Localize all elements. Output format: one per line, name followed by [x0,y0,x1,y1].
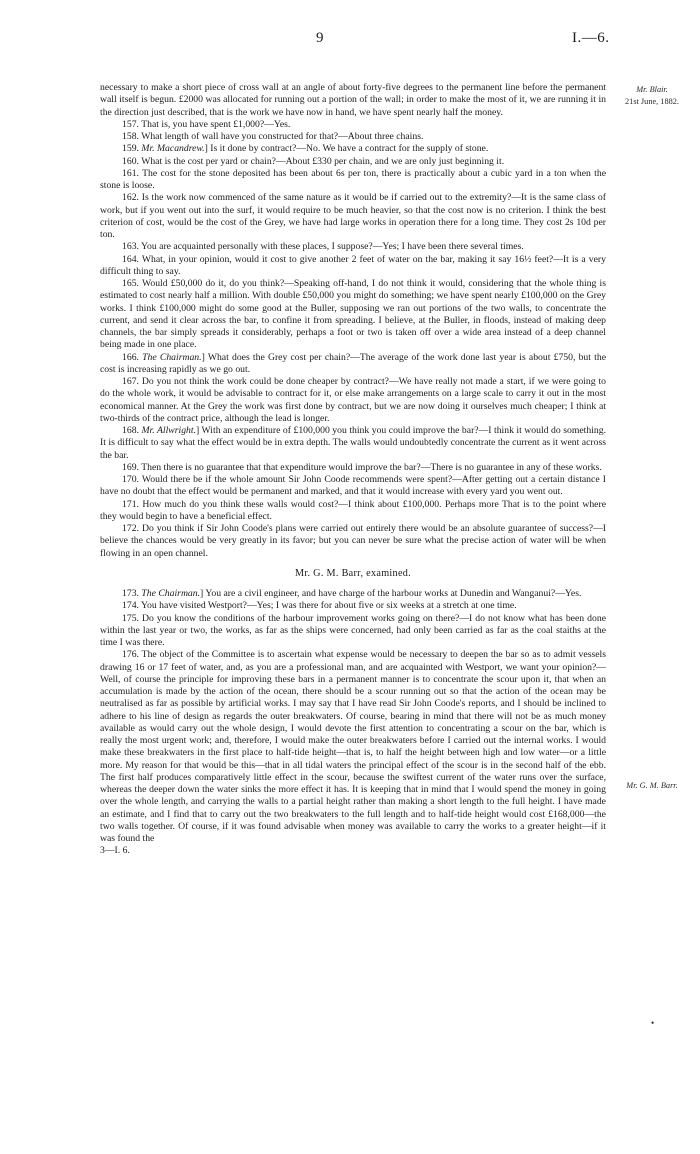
question-169: 169. Then there is no guarantee that that expenditure would improve the bar?—There is no guarantee in any of these works. [122,461,602,473]
margin-dot: • [651,1018,655,1028]
margin-note-blair [617,84,687,108]
question-number: 173. [122,588,142,599]
question-170: 170. Would there be if the whole amount Sir John Coode recommends were spent?—After getting out a certain distance I have no doubt that the effect would be permanent and marked, and that it would increase with every yard you went out. [100,474,606,498]
question-number: 168. [122,425,142,436]
paragraph-intro: necessary to make a short piece of cross wall at an angle of about forty-five degrees to the permanent line before the permanent wall itself is begun. £2000 was allocated for running out a portion of the wall; in order to make the most of it, we are running it in the direction just described, that is the work we have now in hand, we have spent nearly half the money. [100,82,606,118]
question-171: 171. How much do you think these walls would cost?—I think about £100,000. Perhaps more That is to the point where they would begin to have a beneficial effect. [100,498,606,522]
question-164: 164. What, in your opinion, would it cost to give another 2 feet of water on the bar, making it say 16½ feet?—It is a very difficult thing to say. [100,253,606,277]
question-157: 157. That is, you have spent £1,000?—Yes. [122,118,291,130]
question-165: 165. Would £50,000 do it, do you think?—Speaking off-hand, I do not think it would, considering that the whole thing is estimated to cost nearly half a million. With double £50,000 you might do something; we have spent nearly £100,000 on the Grey works. I think £100,000 might do some good at the Buller, supposing we ran out portions of the two walls, to concentrate the current, and send it clear across the bar, to confine it from spreading. I believe, at the Buller, in floods, instead of making deep channels, the bar simply spreads it considerably, perhaps a foot or two is taken off over a wide area instead of a deep channel being made in one place. [100,278,606,351]
signature-mark: 3—I. 6. [100,845,130,857]
question-167: 167. Do you not think the work could be done cheaper by contract?—We have really not made a start, if we were going to do the whole work, it would be advisable to contract for it, or else make arrangements on a large scale to carry it out in the most economical manner. At the Grey the work was first done by contract, but we are now doing it ourselves much cheaper; I think at two-thirds of the contract price, although the lead is longer. [100,376,606,424]
question-173 [100,588,606,600]
question-number: 159. [122,143,142,155]
speaker-name: Mr. Allwright. [141,425,196,436]
speaker-name: The Chairman. [142,351,202,363]
speaker-name: Mr. Macandrew. [141,143,205,155]
main-text-column [100,82,606,858]
question-163: 163. You are acquainted personally with these places, I suppose?—Yes; I have been there several times. [122,241,524,253]
question-number: 166. [122,351,143,363]
question-175: 175. Do you know the conditions of the harbour improvement works going on there?—I do not know what has been done within the last year or two, the works, as far as the ships were concerned, had only been carried as far as the coal staiths at the time I was there. [100,612,606,648]
margin-speaker-blair: Mr. Blair. [636,85,668,94]
question-166 [100,352,606,377]
question-text: ] Is it done by contract?—No. We have a contract for the supply of stone. [204,143,489,155]
question-168 [100,425,606,462]
margin-speaker-barr: Mr. G. M. Barr. [626,781,678,790]
question-176: 176. The object of the Committee is to ascertain what expense would be necessary to deepen the bar so as to admit vessels drawing 16 or 17 feet of water, and, as you are a professional man, and are acquainted with Westport, we want your opinion?—Well, of course the principle for improving these bars in a permanent manner is to concentrate the scour upon it, that when an accumulation is made by the action of the ocean, there should be a scour running out so that the action of the ocean may be neutralised as far as possible by artificial works. I may say that I have read Sir John Coode's reports, and I should be inclined to adhere to his line of design as regards the outer breakwaters. Of course, bearing in mind that there will not be as much money available as would carry out the whole design, I would devote the first attention to concentrating a scour on the bar, which is really the most urgent work; and, therefore, I would make the outer breakwaters before I carried out the internal works. I would make these breakwaters in the first place to half-tide height—that is, to half the height between high and low water—or a little more. My reason for that would be this—that in all tidal waters the principal effect of the scour is in the second half of the ebb. The first half produces comparatively little effect in the scour, because the swiftest current of the water runs over the surface, whereas the deeper down the water sinks the more effect it has. It is keeping that in mind that I would spend the money in going over the whole length, and carrying the walls to a partial height rather than making a short length to the full height. I have made an estimate, and I find that to carry out the two breakwaters to the full length and to half-tide height would cost £168,000—the two walls together. Of course, if it was found advisable when money was available to carry the works to a greater height—if it was found the [100,649,606,844]
question-162: 162. Is the work now commenced of the same nature as it would be if carried out to the extremity?—It is the same class of work, but if you went out into the surf, it would require to be much heavier, so that the cost now is no criterion. I think the best criterion of cost, would be the cost of the Grey, we have had large works in operation there for a long time. They cost 2s 10d per ton. [100,192,606,240]
question-text: ] You are a civil engineer, and have charge of the harbour works at Dunedin and Wanganui?—Yes. [200,588,582,599]
speaker-name: The Chairman. [141,588,201,599]
page-number: 9 [316,30,324,46]
document-reference: I.—6. [572,30,610,46]
question-160: 160. What is the cost per yard or chain?—About £330 per chain, and we are only just beginning it. [122,155,505,167]
question-161: 161. The cost for the stone deposited has been about 6s per ton, there is practically about a cubic yard in a ton when the stone is loose. [100,167,606,191]
question-172: 172. Do you think if Sir John Coode's plans were carried out entirely there would be an absolute guarantee of success?—I believe the chances would be very greatly in its favor; but you can never be sure what the precise action of water will be when flowing in an open channel. [100,523,606,559]
question-158: 158. What length of wall have you constructed for that?—About three chains. [122,131,424,142]
question-159 [100,143,606,155]
question-text: ] With an expenditure of £100,000 you think you could improve the bar?—I think it would do something. It is difficult to say what the effect would be in extra depth. The walls would undoubtedly concentrate the current as it went across the bar. [100,425,606,461]
margin-date: 21st June, 1882. [625,97,679,106]
question-text: ] What does the Grey cost per chain?—The average of the work done last year is about £750, but the cost is increasing rapidly as we go out. [100,351,606,375]
question-174: 174. You have visited Westport?—Yes; I was there for about five or six weeks at a stretch at one time. [122,600,517,612]
section-heading: Mr. G. M. Barr, examined. [294,567,412,579]
